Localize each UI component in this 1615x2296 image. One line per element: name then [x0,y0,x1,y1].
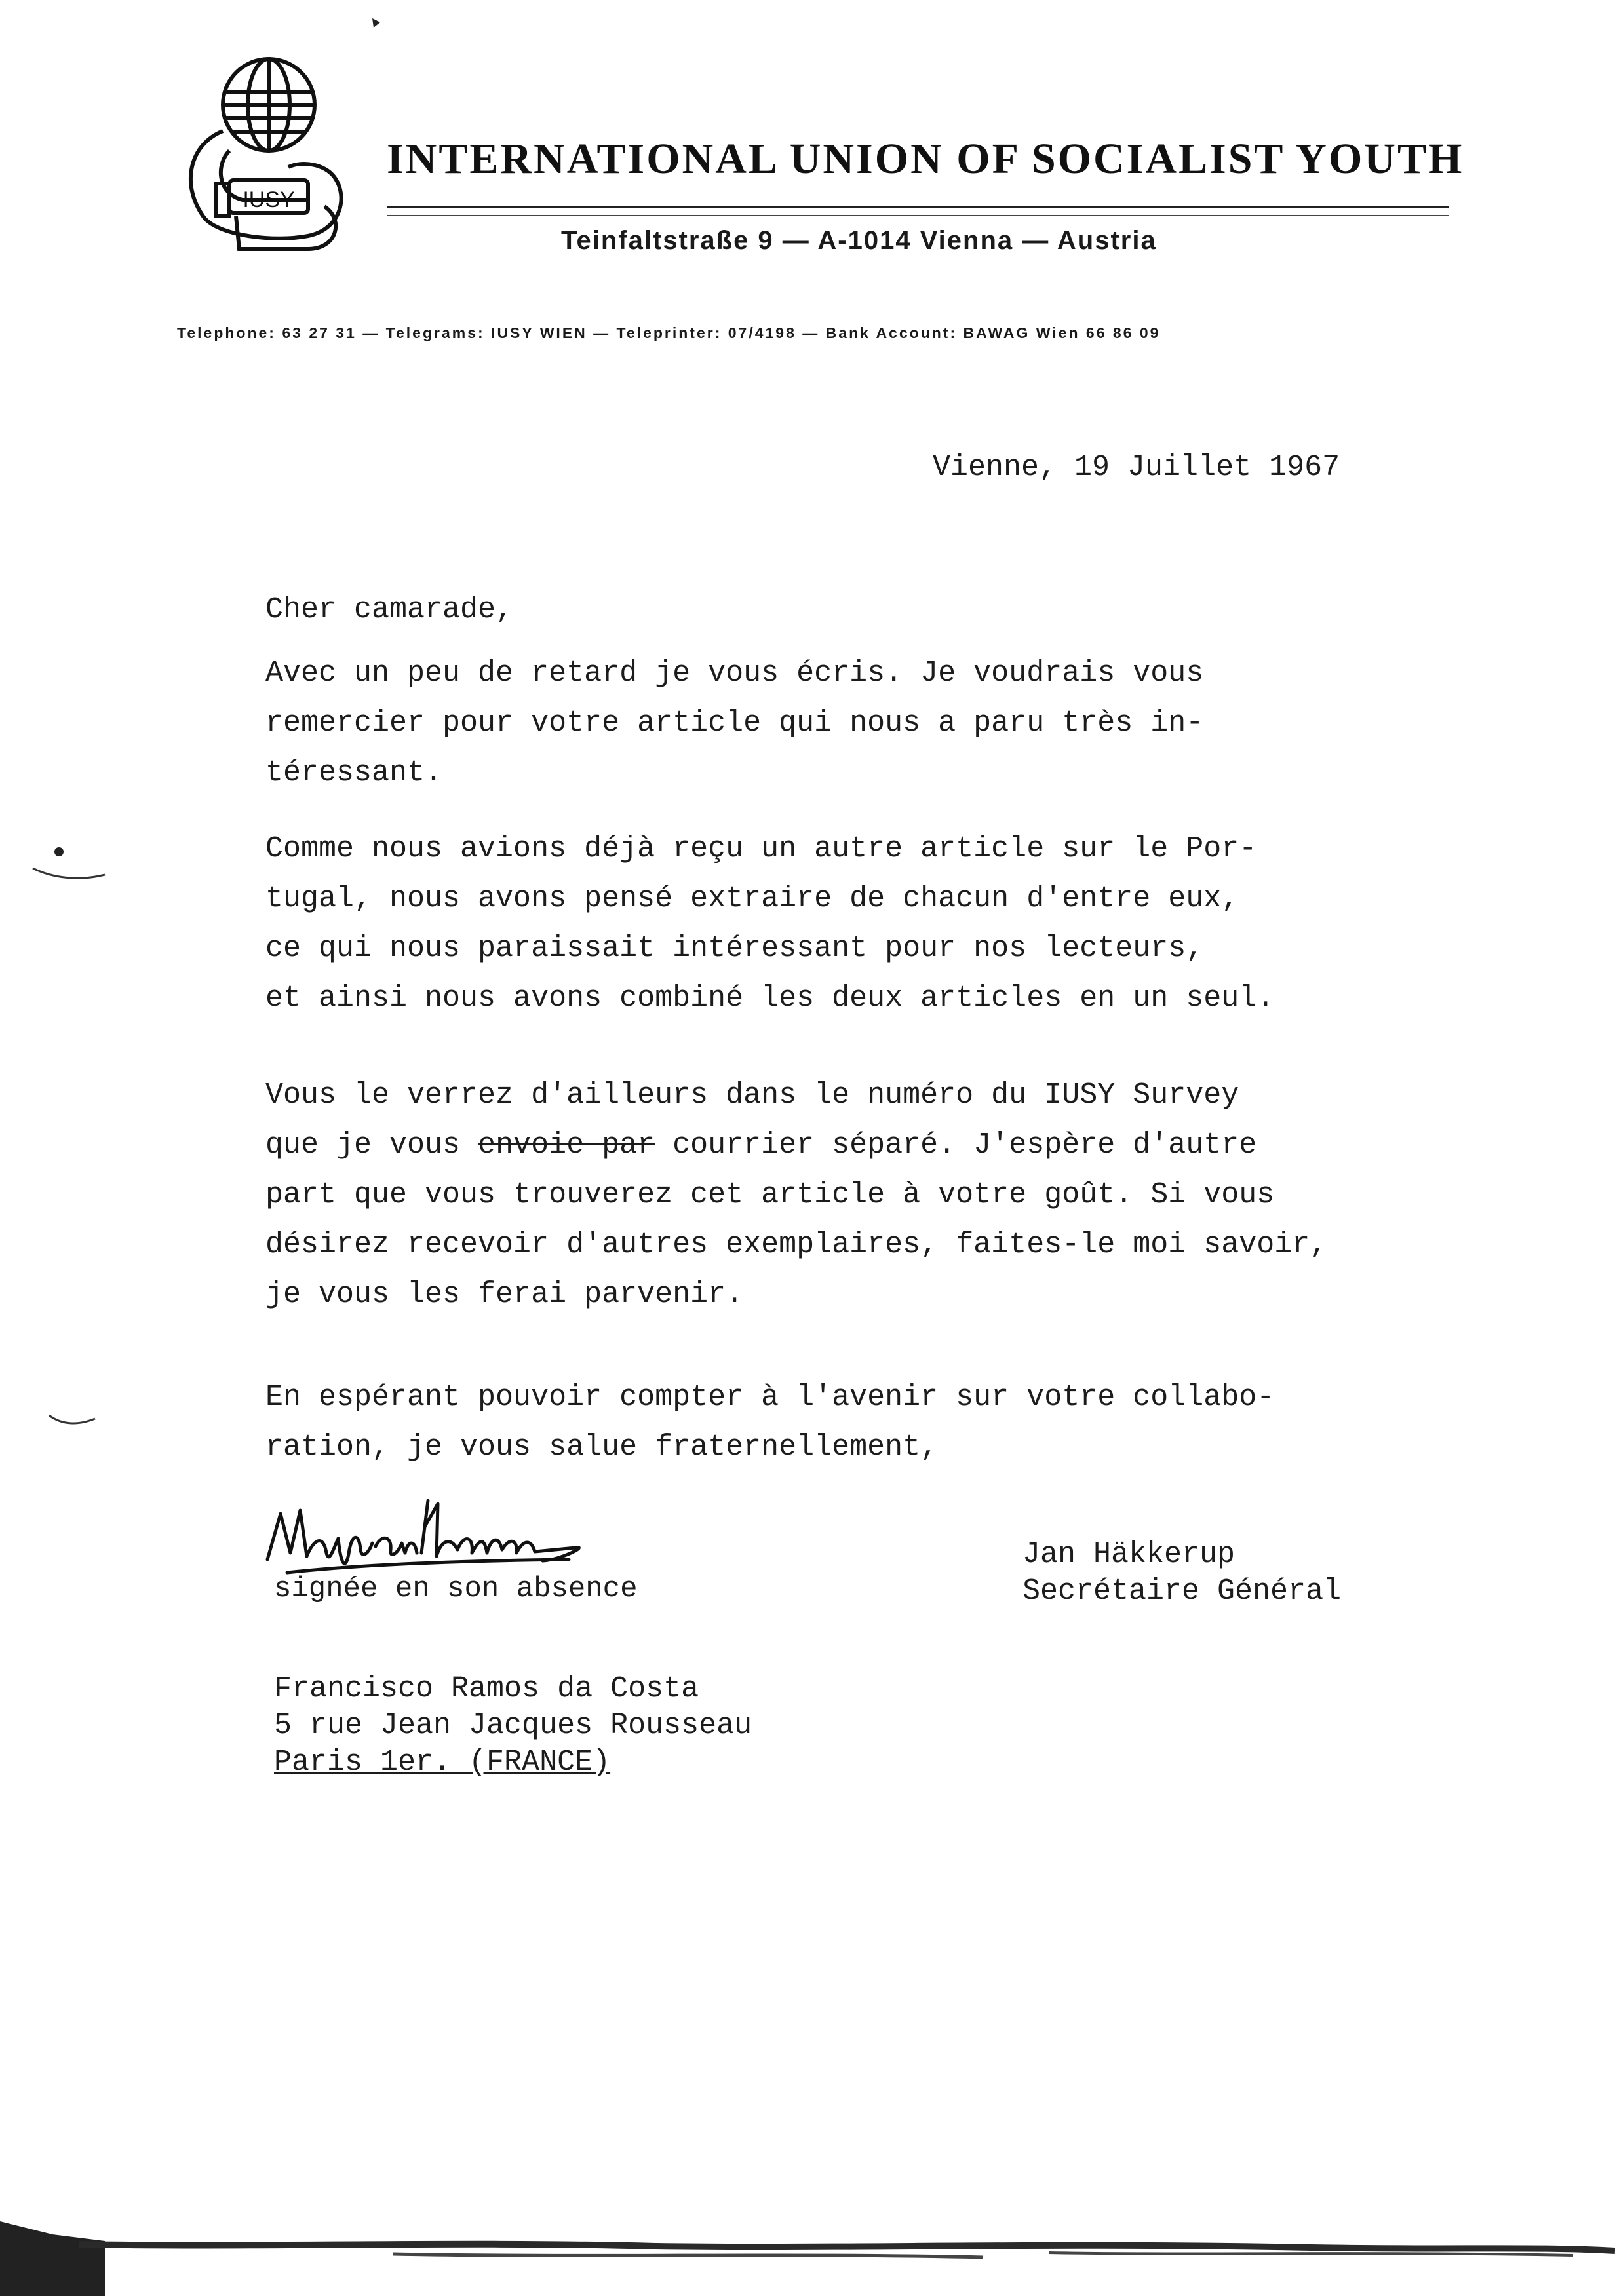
header-rule-thin [387,215,1449,216]
recipient-city: Paris 1er. (FRANCE) [274,1746,611,1779]
letter-date: Vienne, 19 Juillet 1967 [933,451,1340,484]
paragraph-1 [265,649,1203,798]
line-text: que je vous [265,1128,478,1162]
paragraph-closing [265,1373,1274,1472]
scan-mark [367,13,387,33]
header-rule [387,206,1449,208]
paragraph-3 [265,1071,1327,1320]
paragraph-line: ce qui nous paraissait intéressant pour nos lecteurs, [265,932,1204,965]
paragraph-2 [265,824,1274,1024]
organization-name: INTERNATIONAL UNION OF SOCIALIST YOUTH [387,135,1464,183]
scan-bottom-edge [0,2195,1615,2296]
paragraph-line: En espérant pouvoir compter à l'avenir sur votre collabo- [265,1381,1275,1414]
paragraph-line [265,1120,1327,1170]
iusy-logo [177,52,354,256]
logo-text: IUSY [243,187,295,212]
handwritten-signature [261,1487,654,1579]
paragraph-line: tugal, nous avons pensé extraire de chacun d'entre eux, [265,882,1239,915]
paragraph-line: remercier pour votre article qui nous a paru très in- [265,706,1204,740]
salutation: Cher camarade, [265,593,514,626]
paragraph-line: téressant. [265,756,443,790]
paragraph-line: Vous le verrez d'ailleurs dans le numéro du IUSY Survey [265,1079,1239,1112]
letterhead-address: Teinfaltstraße 9 — A-1014 Vienna — Austria [561,226,1157,255]
scan-mark [46,1409,98,1428]
paragraph-line: part que vous trouverez cet article à votre goût. Si vous [265,1178,1275,1212]
struck-text: envoie par [478,1128,655,1162]
paragraph-line: je vous les ferai parvenir. [265,1278,744,1311]
recipient-name: Francisco Ramos da Costa [274,1672,699,1706]
paragraph-line: ration, je vous salue fraternellement, [265,1430,939,1464]
recipient-address [274,1671,752,1781]
signature-note: signée en son absence [274,1573,638,1605]
line-text: courrier séparé. J'espère d'autre [655,1128,1257,1162]
paragraph-line: désirez recevoir d'autres exemplaires, faites-le moi savoir, [265,1228,1328,1261]
sender-title: Secrétaire Général [1022,1575,1342,1608]
paragraph-line: Avec un peu de retard je vous écris. Je voudrais vous [265,657,1204,690]
sender-block [1022,1537,1341,1610]
recipient-street: 5 rue Jean Jacques Rousseau [274,1709,752,1742]
scan-mark [26,839,111,891]
sender-name: Jan Häkkerup [1022,1538,1236,1571]
paragraph-line: Comme nous avions déjà reçu un autre article sur le Por- [265,832,1257,866]
letterhead-contact-line: Telephone: 63 27 31 — Telegrams: IUSY WIEN — Teleprinter: 07/4198 — Bank Account: BAWAG Wien 66 86 09 [177,324,1161,341]
paragraph-line: et ainsi nous avons combiné les deux articles en un seul. [265,982,1275,1015]
